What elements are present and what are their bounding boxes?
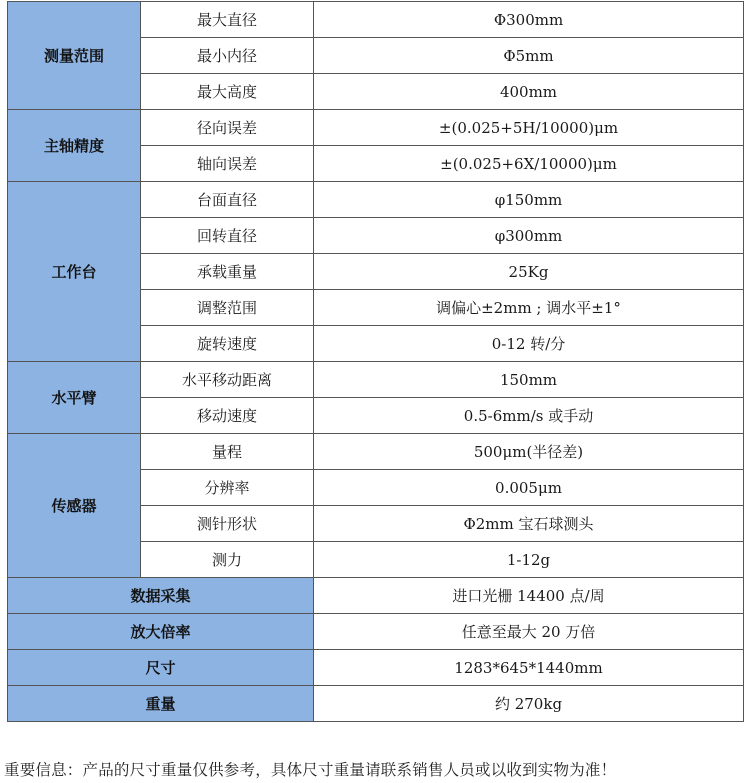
- category-weight: 重量: [8, 686, 314, 722]
- spec-value: 25Kg: [314, 254, 744, 290]
- spec-item: 承载重量: [141, 254, 314, 290]
- table-row: [8, 182, 744, 218]
- spec-value: Φ300mm: [314, 2, 744, 38]
- spec-value: 1283*645*1440mm: [314, 650, 744, 686]
- table-row: [8, 362, 744, 398]
- table-row: [8, 578, 744, 614]
- spec-value: 任意至最大 20 万倍: [314, 614, 744, 650]
- spec-value: 1-12g: [314, 542, 744, 578]
- spec-item: 调整范围: [141, 290, 314, 326]
- spec-value: 约 270kg: [314, 686, 744, 722]
- spec-item: 最大高度: [141, 74, 314, 110]
- spec-item: 最大直径: [141, 2, 314, 38]
- spec-value: 调偏心±2mm ; 调水平±1°: [314, 290, 744, 326]
- spec-value: 400mm: [314, 74, 744, 110]
- spec-value: ±(0.025+6X/10000)μm: [314, 146, 744, 182]
- category-worktable: 工作台: [8, 182, 141, 362]
- disclaimer-note: 重要信息：产品的尺寸重量仅供参考，具体尺寸重量请联系销售人员或以收到实物为准！: [4, 761, 617, 779]
- spec-item: 最小内径: [141, 38, 314, 74]
- category-magnification: 放大倍率: [8, 614, 314, 650]
- spec-value: Φ5mm: [314, 38, 744, 74]
- spec-value: 150mm: [314, 362, 744, 398]
- spec-item: 回转直径: [141, 218, 314, 254]
- spec-value: 0.5-6mm/s 或手动: [314, 398, 744, 434]
- spec-value: 0-12 转/分: [314, 326, 744, 362]
- spec-item: 测力: [141, 542, 314, 578]
- spec-value: 进口光栅 14400 点/周: [314, 578, 744, 614]
- spec-item: 分辨率: [141, 470, 314, 506]
- spec-item: 台面直径: [141, 182, 314, 218]
- category-sensor: 传感器: [8, 434, 141, 578]
- spec-value: φ150mm: [314, 182, 744, 218]
- spec-value: ±(0.025+5H/10000)μm: [314, 110, 744, 146]
- spec-value: 0.005μm: [314, 470, 744, 506]
- spec-item: 轴向误差: [141, 146, 314, 182]
- spec-item: 测针形状: [141, 506, 314, 542]
- category-dimensions: 尺寸: [8, 650, 314, 686]
- spec-value: 500μm(半径差): [314, 434, 744, 470]
- category-measure-range: 测量范围: [8, 2, 141, 110]
- table-row: [8, 2, 744, 38]
- spec-item: 径向误差: [141, 110, 314, 146]
- category-spindle-accuracy: 主轴精度: [8, 110, 141, 182]
- spec-table: [7, 1, 744, 722]
- spec-value: Φ2mm 宝石球测头: [314, 506, 744, 542]
- spec-item: 旋转速度: [141, 326, 314, 362]
- category-data-acquisition: 数据采集: [8, 578, 314, 614]
- spec-value: φ300mm: [314, 218, 744, 254]
- table-row: [8, 650, 744, 686]
- spec-item: 水平移动距离: [141, 362, 314, 398]
- spec-item: 量程: [141, 434, 314, 470]
- spec-item: 移动速度: [141, 398, 314, 434]
- table-row: [8, 434, 744, 470]
- table-row: [8, 686, 744, 722]
- table-row: [8, 110, 744, 146]
- category-horizontal-arm: 水平臂: [8, 362, 141, 434]
- table-row: [8, 614, 744, 650]
